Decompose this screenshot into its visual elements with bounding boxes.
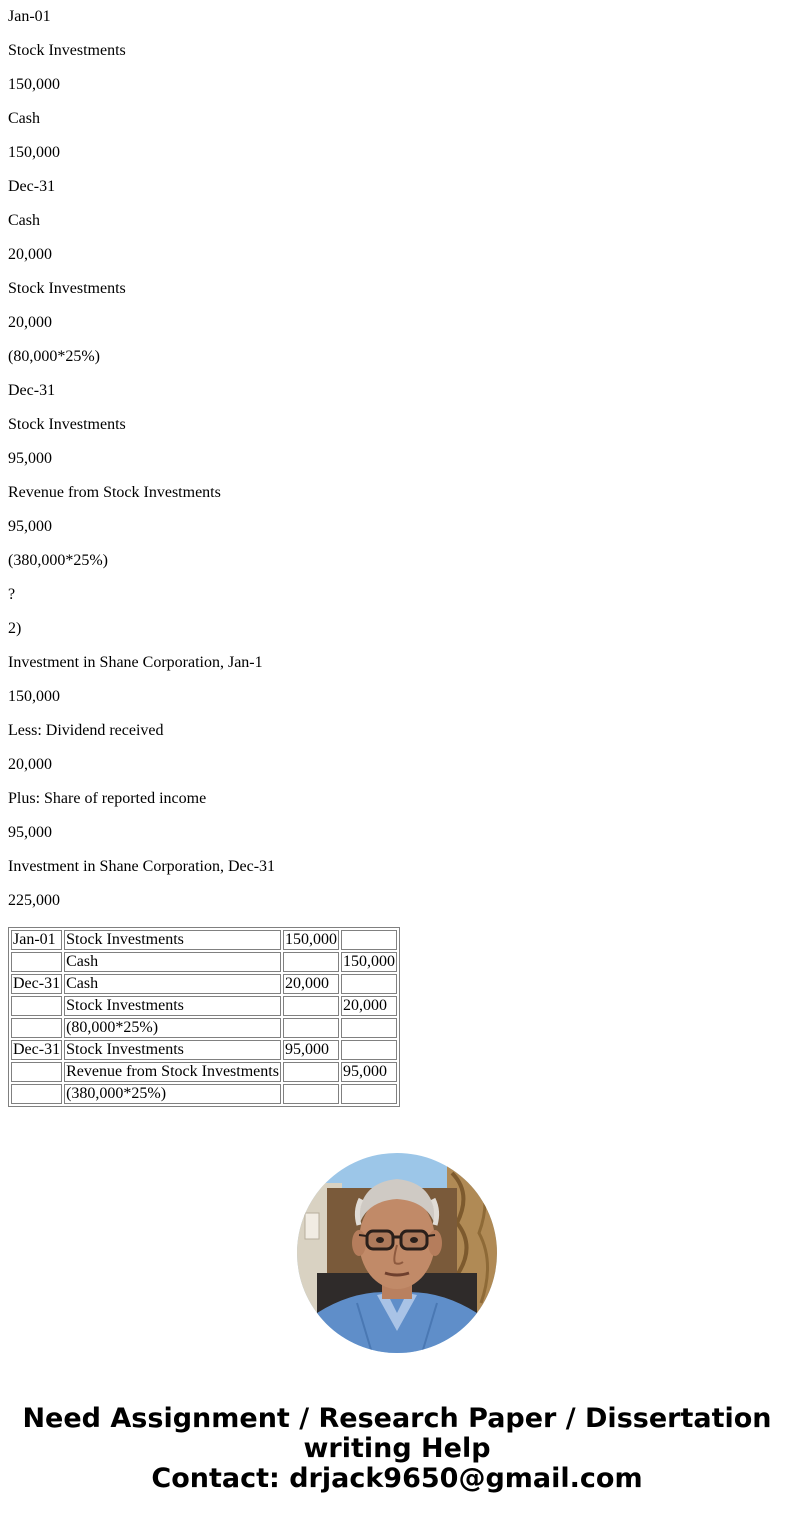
- entry-line: 150,000: [8, 144, 60, 161]
- promo-banner: [0, 1404, 794, 1494]
- tutor-portrait-image: [297, 1153, 497, 1353]
- credit-cell: [341, 1084, 397, 1104]
- table-row: [11, 930, 397, 950]
- entry-line: 20,000: [8, 246, 52, 263]
- credit-cell: 150,000: [342, 953, 395, 970]
- entry-line: ?: [8, 586, 16, 603]
- debit-cell: [283, 1062, 339, 1082]
- entry-line: 95,000: [8, 450, 52, 467]
- account-cell: Stock Investments: [64, 930, 281, 950]
- date-cell: [11, 1084, 62, 1104]
- entry-line: 150,000: [8, 76, 60, 93]
- entry-line: (80,000*25%): [8, 348, 100, 365]
- debit-cell: 150,000: [284, 931, 337, 948]
- promo-line: Need Assignment / Research Paper / Dissertation: [22, 1403, 772, 1434]
- credit-cell: 20,000: [341, 996, 397, 1016]
- entry-line: 20,000: [8, 314, 52, 331]
- entry-line: Jan-01: [8, 8, 51, 25]
- account-cell: Stock Investments: [64, 1040, 281, 1060]
- entry-line: 225,000: [8, 892, 60, 909]
- entry-line: Investment in Shane Corporation, Jan-1: [8, 654, 263, 671]
- entry-line: Cash: [8, 212, 40, 229]
- promo-contact-email[interactable]: Contact: drjack9650@gmail.com: [151, 1463, 643, 1494]
- entry-line: Dec-31: [8, 178, 56, 195]
- debit-cell: [283, 996, 339, 1016]
- journal-group: [11, 1040, 397, 1104]
- entry-line: Stock Investments: [8, 416, 126, 433]
- table-row: [11, 1062, 397, 1082]
- credit-cell: [341, 1040, 397, 1060]
- entry-line: Investment in Shane Corporation, Dec-31: [8, 858, 276, 875]
- table-row: [11, 1040, 397, 1060]
- date-cell: [11, 952, 62, 972]
- date-cell: Jan-01: [11, 930, 62, 950]
- entry-line: 20,000: [8, 756, 52, 773]
- date-cell: [11, 996, 62, 1016]
- table-row: [11, 1018, 397, 1038]
- credit-cell: [341, 974, 397, 994]
- journal-entries-table: [8, 927, 400, 1107]
- table-row: [11, 1084, 397, 1104]
- entry-line: Stock Investments: [8, 280, 126, 297]
- credit-cell: 95,000: [341, 1062, 397, 1082]
- account-cell: Revenue from Stock Investments: [66, 1063, 279, 1080]
- entry-line: Dec-31: [8, 382, 56, 399]
- journal-group: [11, 930, 397, 972]
- debit-cell: [283, 1084, 339, 1104]
- date-cell: [11, 1018, 62, 1038]
- promo-line: writing Help: [303, 1433, 491, 1464]
- entry-line: Less: Dividend received: [8, 722, 164, 739]
- date-cell: Dec-31: [13, 1041, 61, 1058]
- debit-cell: 95,000: [283, 1040, 339, 1060]
- entry-line: 2): [8, 620, 22, 637]
- account-cell: Stock Investments: [64, 996, 281, 1016]
- account-cell: Cash: [64, 952, 281, 972]
- entry-line: Stock Investments: [8, 42, 126, 59]
- account-cell: Cash: [64, 974, 281, 994]
- entry-line: (380,000*25%): [8, 552, 108, 569]
- entry-line: 150,000: [8, 688, 60, 705]
- account-cell: (80,000*25%): [64, 1018, 281, 1038]
- debit-cell: [283, 1018, 339, 1038]
- entry-line: Revenue from Stock Investments: [8, 484, 221, 501]
- table-row: [11, 952, 397, 972]
- date-cell: Dec-31: [13, 975, 61, 992]
- table-row: [11, 996, 397, 1016]
- tutor-avatar: [297, 1153, 497, 1353]
- debit-cell: 20,000: [283, 974, 339, 994]
- debit-cell: [283, 952, 339, 972]
- entry-line: 95,000: [8, 824, 52, 841]
- journal-group: [11, 974, 397, 1038]
- entry-line: Cash: [8, 110, 40, 127]
- entry-line: Plus: Share of reported income: [8, 790, 207, 807]
- entry-line: 95,000: [8, 518, 52, 535]
- date-cell: [11, 1062, 62, 1082]
- account-cell: (380,000*25%): [64, 1084, 281, 1104]
- table-row: [11, 974, 397, 994]
- credit-cell: [341, 930, 397, 950]
- solution-text: [8, 0, 786, 918]
- credit-cell: [341, 1018, 397, 1038]
